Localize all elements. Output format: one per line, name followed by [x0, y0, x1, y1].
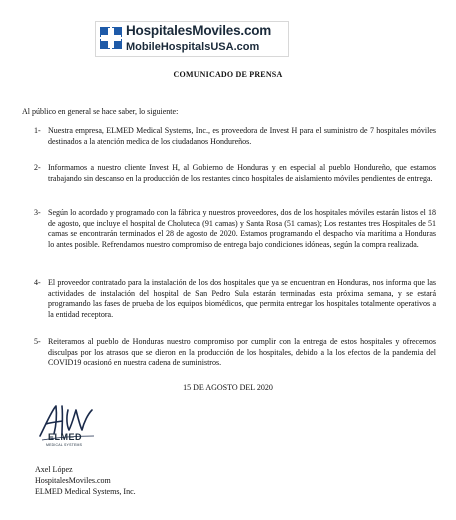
signer-website: HospitalesMoviles.com	[35, 476, 111, 485]
list-item-number: 3-	[34, 208, 41, 217]
list-item-number: 4-	[34, 278, 41, 287]
header-logo	[95, 21, 289, 57]
list-item-2	[34, 163, 436, 184]
list-item-text: El proveedor contratado para la instalación de los dos hospitales que ya se encuentran en Honduras, nos informa que las actividades de instalación del hospital de San Pedro Sula estarán terminadas esta próxima semana, y se estará programando las fases de prueba de los equipos biomédicos, que permita entregar los hospitales totalmente operativos a la entidad receptora.	[48, 278, 436, 319]
logo-text-primary: HospitalesMoviles.com	[126, 23, 272, 38]
list-item-4	[34, 278, 436, 320]
intro-text: Al público en general se hace saber, lo siguiente:	[22, 107, 179, 116]
list-item-text: Informamos a nuestro cliente Invest H, al Gobierno de Honduras y en especial al pueblo Hondureño, que estamos trabajando sin descanso en la producción de los restantes cinco hospitales de aislamiento móviles pendientes de entrega.	[48, 163, 436, 183]
signature-block	[35, 464, 136, 497]
list-item-1	[34, 126, 436, 147]
signer-name: Axel López	[35, 465, 73, 474]
list-item-3	[34, 208, 436, 250]
list-item-number: 1-	[34, 126, 41, 135]
list-item-5	[34, 337, 436, 369]
company-stamp-subtitle: MEDICAL SYSTEMS	[46, 443, 83, 447]
document-title: COMUNICADO DE PRENSA	[173, 70, 283, 79]
list-item-text: Según lo acordado y programado con la fábrica y nuestros proveedores, dos de los hospitales móviles estarán listos el 18 de agosto, que incluye el hospital de Choluteca (91 camas) y Santa Rosa (51 camas); Los restantes tres Hospitales de 51 camas se encontrarán terminados el 28 de agosto de 2020. Estamos programando el despacho vía marítima a Honduras lo antes posible. Refrendamos nuestro compromiso de entrega bajo condiciones idóneas, según la compra realizada.	[48, 208, 436, 249]
company-stamp-brand: ELMED	[48, 432, 82, 442]
signer-company: ELMED Medical Systems, Inc.	[35, 487, 136, 496]
logo-text-secondary: MobileHospitalsUSA.com	[126, 41, 260, 53]
list-item-text: Reiteramos al pueblo de Honduras nuestro compromiso por cumplir con la entrega de estos hospitales y ofrecemos disculpas por los atrasos que se dieron en la producción de los hospitales, debido a la los efectos de la pandemia del COVID19 ocasionó en nuestra cadena de suministros.	[48, 337, 436, 367]
list-item-number: 2-	[34, 163, 41, 172]
list-item-text: Nuestra empresa, ELMED Medical Systems, Inc., es proveedora de Invest H para el suministro de 7 hospitales móviles destinados a la atención medica de los ciudadanos Hondureños.	[48, 126, 436, 146]
document-date: 15 DE AGOSTO DEL 2020	[183, 383, 273, 392]
hospital-cross-icon	[100, 27, 122, 49]
list-item-number: 5-	[34, 337, 41, 346]
